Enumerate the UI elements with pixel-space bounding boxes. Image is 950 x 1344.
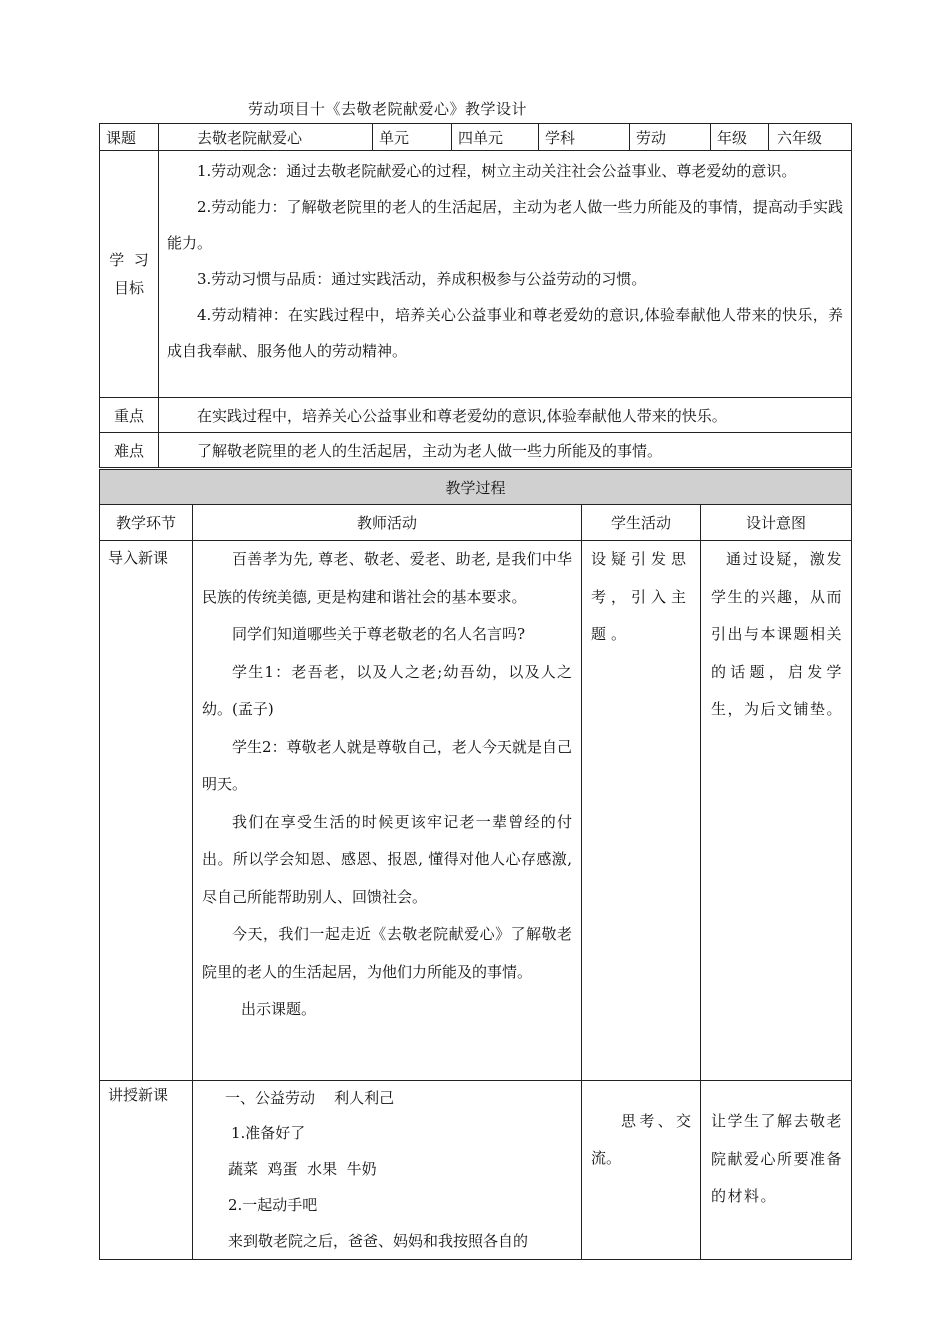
goal-item: 1.劳动观念：通过去敬老院献爱心的过程，树立主动关注社会公益事业、尊老爱幼的意识。 (197, 162, 797, 180)
student-activity-cell: 思考、交流。 (582, 1081, 701, 1260)
process-header-row (100, 505, 852, 541)
teacher-paragraph: 1.准备好了 (231, 1124, 306, 1142)
subject-label: 学科 (539, 124, 630, 151)
header-row (100, 124, 852, 151)
topic-value: 去敬老院献爱心 (159, 124, 373, 151)
teacher-paragraph: 今天，我们一起走近《去敬老院献爱心》了解敬老院里的老人的生活起居，为他们力所能及的事情。 (202, 925, 572, 981)
col-header-teacher: 教师活动 (193, 505, 582, 541)
teacher-paragraph: 同学们知道哪些关于尊老敬老的名人名言吗? (232, 625, 526, 643)
stage-cell: 讲授新课 (100, 1081, 193, 1260)
goals-label-line-1: 学 习 (109, 251, 149, 269)
key-point-row (100, 398, 852, 433)
teacher-activity-cell (193, 1081, 582, 1260)
difficulty-row (100, 433, 852, 468)
col-header-intent: 设计意图 (701, 505, 852, 541)
teacher-paragraph: 学生2：尊敬老人就是尊敬自己，老人今天就是自己明天。 (202, 737, 572, 793)
teacher-activity-cell (193, 541, 582, 1081)
teacher-paragraph: 2.一起动手吧 (228, 1196, 318, 1214)
goals-content (159, 151, 852, 398)
teacher-paragraph: 百善孝为先, 尊老、敬老、爱老、助老, 是我们中华民族的传统美德, 更是构建和谐社会的基本要求。 (202, 550, 572, 606)
design-intent-cell: 通过设疑，激发学生的兴趣，从而引出与本课题相关的话题，启发学生，为后文铺垫。 (701, 541, 852, 1081)
goal-item: 2.劳动能力：了解敬老院里的老人的生活起居，主动为老人做一些力所能及的事情，提高动手实践能力。 (167, 198, 843, 252)
teacher-paragraph: 一、公益劳动 利人利己 (225, 1089, 395, 1107)
teacher-paragraph: 出示课题。 (241, 1000, 317, 1018)
grade-value: 六年级 (769, 124, 852, 151)
lesson-info-table (99, 123, 852, 468)
design-intent-cell: 让学生了解去敬老院献爱心所要准备的材料。 (701, 1081, 852, 1260)
goal-item: 4.劳动精神：在实践过程中，培养关心公益事业和尊老爱幼的意识,体验奉献他人带来的快乐，养成自我奉献、服务他人的劳动精神。 (167, 306, 843, 360)
teacher-paragraph: 蔬菜 鸡蛋 水果 牛奶 (228, 1160, 377, 1178)
teaching-process-table (99, 469, 852, 1260)
process-row-intro (100, 541, 852, 1081)
unit-value: 四单元 (452, 124, 539, 151)
teacher-paragraph: 学生1：老吾老，以及人之老;幼吾幼，以及人之幼。(孟子) (202, 662, 572, 718)
key-point-label: 重点 (100, 398, 159, 433)
unit-label: 单元 (373, 124, 452, 151)
col-header-stage: 教学环节 (100, 505, 193, 541)
goals-label-line-2: 目标 (113, 279, 144, 297)
teacher-paragraph: 来到敬老院之后，爸爸、妈妈和我按照各自的 (228, 1232, 529, 1250)
grade-label: 年级 (711, 124, 769, 151)
subject-value: 劳动 (630, 124, 711, 151)
col-header-student: 学生活动 (582, 505, 701, 541)
goals-label (100, 151, 159, 398)
process-band: 教学过程 (100, 470, 852, 505)
goals-row (100, 151, 852, 398)
process-row-new-lesson (100, 1081, 852, 1260)
goal-item: 3.劳动习惯与品质：通过实践活动，养成积极参与公益劳动的习惯。 (197, 270, 647, 288)
teacher-paragraph: 我们在享受生活的时候更该牢记老一辈曾经的付出。所以学会知恩、感恩、报恩, 懂得对他人心存感激, 尽自己所能帮助别人、回馈社会。 (202, 812, 572, 906)
difficulty-label: 难点 (100, 433, 159, 468)
difficulty-text: 了解敬老院里的老人的生活起居，主动为老人做一些力所能及的事情。 (159, 433, 852, 468)
topic-label: 课题 (100, 124, 159, 151)
key-point-text: 在实践过程中，培养关心公益事业和尊老爱幼的意识,体验奉献他人带来的快乐。 (159, 398, 852, 433)
stage-cell: 导入新课 (100, 541, 193, 1081)
document-title: 劳动项目十《去敬老院献爱心》教学设计 (248, 100, 528, 118)
student-activity-cell: 设疑引发思考，引入主题。 (582, 541, 701, 1081)
